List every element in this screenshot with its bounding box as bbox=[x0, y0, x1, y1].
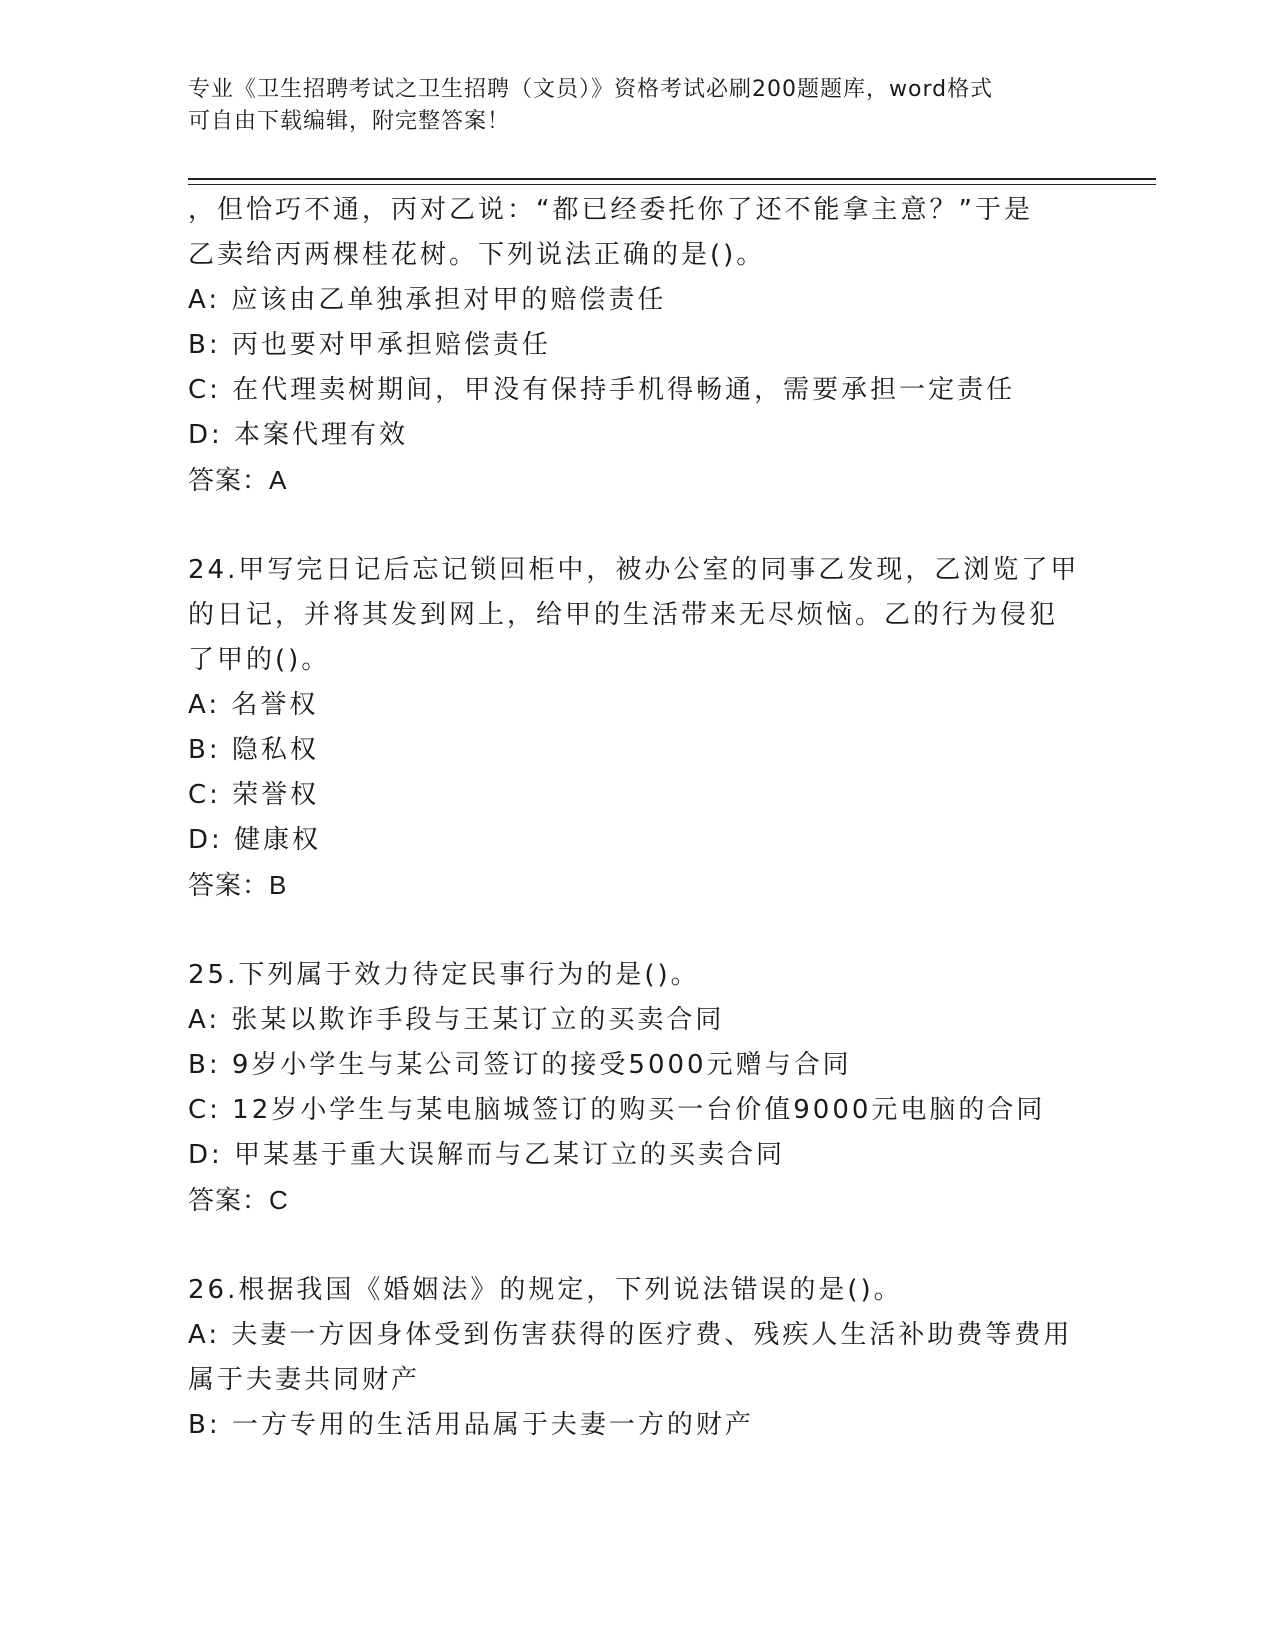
spacer bbox=[188, 503, 1088, 548]
question-stem-line: 的日记，并将其发到网上，给甲的生活带来无尽烦恼。乙的行为侵犯 bbox=[188, 600, 1059, 630]
question-block-26 bbox=[188, 1268, 1088, 1448]
question-stem-line: 26.根据我国《婚姻法》的规定，下列说法错误的是()。 bbox=[188, 1275, 903, 1305]
option-c: C: 在代理卖树期间，甲没有保持手机得畅通，需要承担一定责任 bbox=[188, 375, 1016, 405]
option-b: B: 隐私权 bbox=[188, 735, 319, 765]
option-d: D: 本案代理有效 bbox=[188, 420, 409, 450]
option-c: C: 12岁小学生与某电脑城签订的购买一台价值9000元电脑的合同 bbox=[188, 1095, 1046, 1125]
question-block-24 bbox=[188, 548, 1088, 908]
question-stem-line: 24.甲写完日记后忘记锁回柜中，被办公室的同事乙发现，乙浏览了甲 bbox=[188, 555, 1080, 585]
option-b: B: 一方专用的生活用品属于夫妻一方的财产 bbox=[188, 1410, 754, 1440]
document-header bbox=[188, 74, 1088, 138]
header-divider-thin bbox=[188, 184, 1156, 185]
option-d: D: 健康权 bbox=[188, 825, 322, 855]
option-a: A: 张某以欺诈手段与王某订立的买卖合同 bbox=[188, 1005, 725, 1035]
question-stem-line: 乙卖给丙两棵桂花树。下列说法正确的是()。 bbox=[188, 240, 766, 270]
option-a: A: 应该由乙单独承担对甲的赔偿责任 bbox=[188, 285, 667, 315]
option-a: A: 夫妻一方因身体受到伤害获得的医疗费、残疾人生活补助费等费用 bbox=[188, 1320, 1073, 1350]
header-line-2: 可自由下载编辑，附完整答案！ bbox=[188, 109, 511, 134]
question-stem-line: ，但恰巧不通，丙对乙说：“都已经委托你了还不能拿主意？”于是 bbox=[188, 195, 1033, 225]
option-c: C: 荣誉权 bbox=[188, 780, 320, 810]
option-d: D: 甲某基于重大误解而与乙某订立的买卖合同 bbox=[188, 1140, 786, 1170]
option-b: B: 9岁小学生与某公司签订的接受5000元赠与合同 bbox=[188, 1050, 852, 1080]
question-block-25 bbox=[188, 953, 1088, 1223]
answer-label: 答案：C bbox=[188, 1185, 289, 1215]
question-content bbox=[188, 188, 1088, 1448]
spacer bbox=[188, 1223, 1088, 1268]
header-divider-thick bbox=[188, 178, 1156, 180]
option-a: A: 名誉权 bbox=[188, 690, 319, 720]
header-line-1: 专业《卫生招聘考试之卫生招聘（文员）》资格考试必刷200题题库，word格式 bbox=[188, 77, 994, 102]
option-a-continuation: 属于夫妻共同财产 bbox=[188, 1365, 421, 1395]
answer-label: 答案：B bbox=[188, 870, 288, 900]
question-block-23 bbox=[188, 188, 1088, 503]
option-b: B: 丙也要对甲承担赔偿责任 bbox=[188, 330, 551, 360]
answer-label: 答案：A bbox=[188, 465, 288, 495]
question-stem-line: 了甲的()。 bbox=[188, 645, 331, 675]
spacer bbox=[188, 908, 1088, 953]
question-stem-line: 25.下列属于效力待定民事行为的是()。 bbox=[188, 960, 700, 990]
